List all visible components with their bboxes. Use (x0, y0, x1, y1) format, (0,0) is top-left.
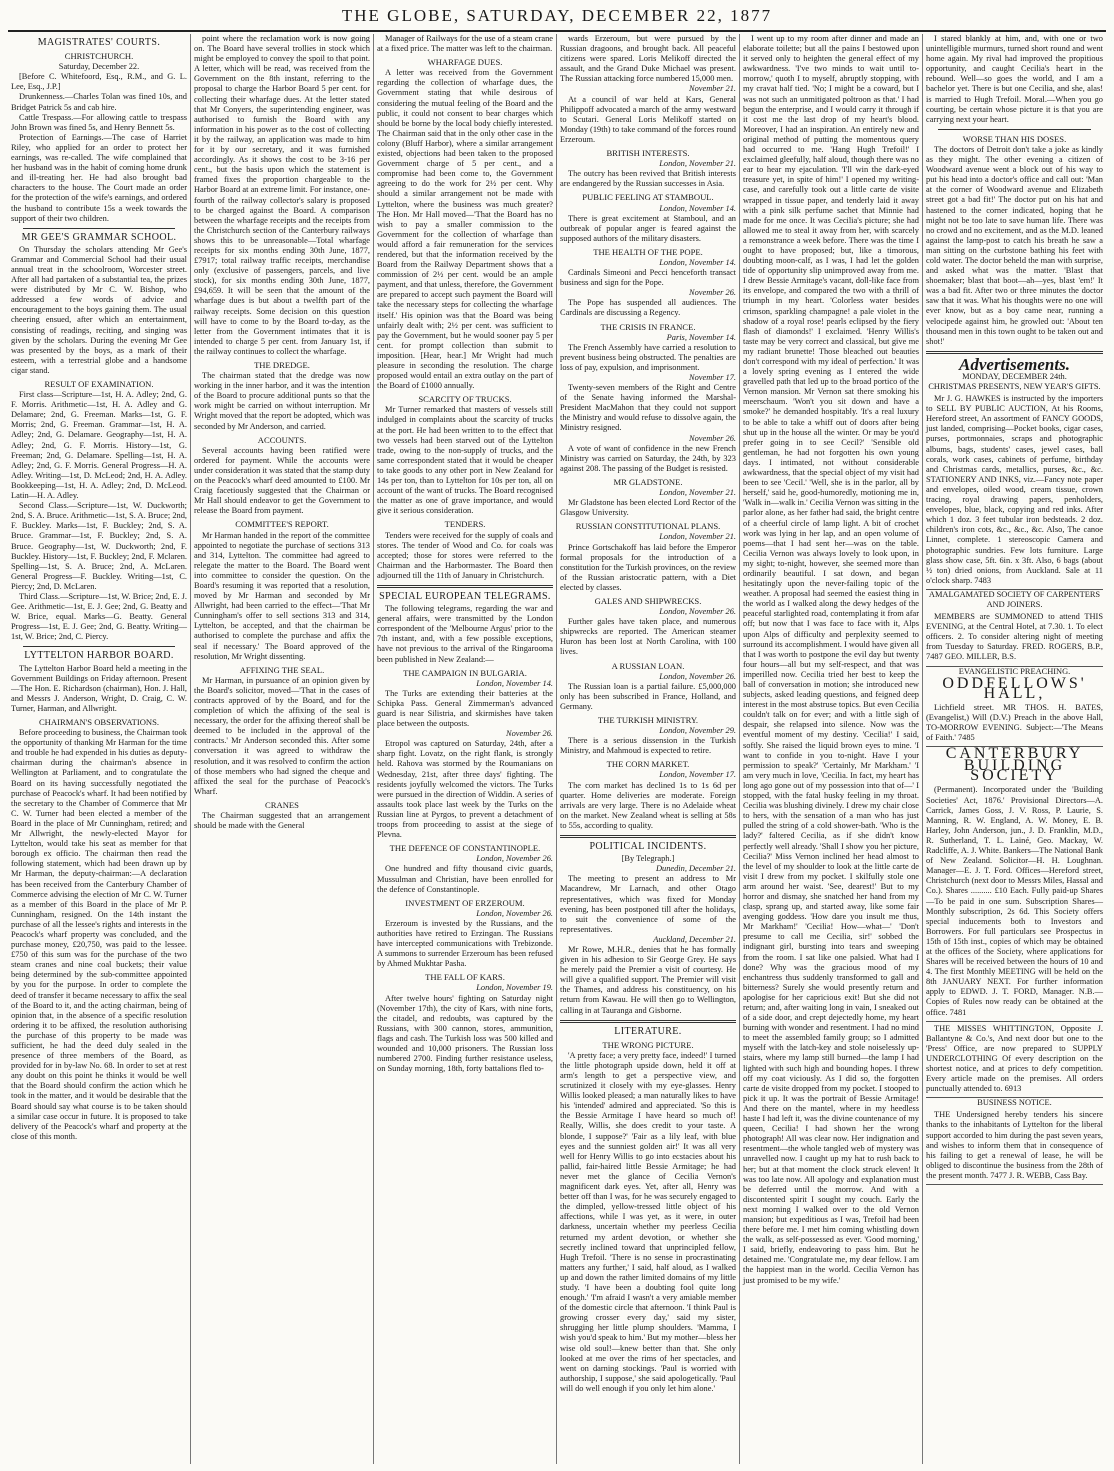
ad-heading: CHRISTMAS PRESENTS, NEW YEAR'S GIFTS. (928, 382, 1101, 391)
paragraph: The chairman stated that the dredge was now working in the inner harbor, and it was the intention of the Board to procure additional punts so that the work might be carried on without interruption. Mr Wright moved that the report be adopted, which was seconded by Mr Anderson, and carried. (194, 371, 370, 431)
paragraph: Cardinals Simeoni and Pecci henceforth transact business and sign for the Pope. (560, 268, 736, 288)
divider (23, 646, 175, 647)
dateline: November 17. (689, 373, 736, 382)
subheading: RUSSIAN CONSTITUTIONAL PLANS. (575, 521, 721, 532)
paragraph: After twelve hours' fighting on Saturday night (November 17th), the city of Kars, with nine forts, the citadel, and redoubts, was captured by the Russians, with 300 cannon, stores, ammunition, flags and cash. The Turkish loss was 500 killed and wounded and 10,000 prisoners. The Russian loss numbered 2700. Finding further resistance useless, on Sunday morning, 18th, forty battalions fled to- (377, 993, 553, 1074)
ad-text: THE MISSES WHITTINGTON, Opposite J. Ballantyne & Co.'s, And next door but one to the 'Press' Office, are now prepared to SUPPLY UNDERCLOTHING Of every description on the shortest notice, and at prices to defy competition. Every article made on the premises. All orders punctually attended to. 6913 (926, 1023, 1103, 1094)
paragraph: Tenders were received for the supply of coals and stores. The tender of Wood and Co. for coals was accepted; those for stores were referred to the Chairman and the Harbormaster. The Board then adjourned till the 11th of January in Christchurch. (377, 530, 553, 580)
paragraph: One hundred and fifty thousand civic guards, Mussulman and Christian, have been enrolled for the defence of Constantinople. (377, 864, 553, 894)
paragraph: Erzeroum is invested by the Russians, and the authorities have retired to Erzingan. The Russians have intercepted communications with Trebizonde. A summons to surrender Erzeroum has been refused by Ahmed Mukhtar Pasha. (377, 918, 553, 969)
paragraph: A letter was received from the Government regarding the collection of wharfage dues, the Government stating that while desirous of considering the mutual feeling of the Board and the public, it could not consent to bear charges which should be borne by the local body chiefly interested. The Chairman said that in the only other case in the colony (Bluff Harbor), where a similar arrangement existed, objections had been taken to the proposed Government charge of 5 per cent., and a compromise had been come to, the Government agreeing to do the work for 2½ per cent. Why should a similar arrangement not be made with Lyttelton, where the business was much greater? The Hon. Mr Hall moved—'That the Board has no wish to pay a smaller commission to the Government for the collection of wharfage than would afford a fair remuneration for the services rendered, but that the information received by the Board from the Railway Department shows that a commission of 2½ per cent. would be an ample payment, and that unless, therefore, the Government are prepared to accept such payment the Board will take the necessary steps for collecting the wharfage itself.' His opinion was that the Board was being unfairly dealt with; 2½ per cent. was sufficient to pay the Government, but he would sooner pay 5 per cent. for prompt collection than submit to imposition. [Hear, hear.] Mr Wright had much pleasure in seconding the resolution. The charge proposed would entail an extra outlay on the part of the Board of £1000 annually. (377, 68, 553, 391)
paragraph: The Turks are extending their batteries at the Schipka Pass. General Zimmerman's advanced guard is near Silistria, and skirmishes have taken place between the outposts. (377, 688, 553, 729)
paragraph: Prince Gortschakoff has laid before the Emperor formal proposals for the introduction of a constitution for the Turkish provinces, on the review of the Russian aristocratic pattern, with a Diet elected by classes. (560, 542, 736, 592)
subheading: CRANES (265, 799, 299, 810)
paragraph: Mr Harman handed in the report of the committee appointed to negotiate the purchase of sections 313 and 314, Lyttelton. The committee had agreed to relegate the matter to the Board. The Board went into committee to consider the question. On the Board's resuming it was reported that a resolution, moved by Mr Harman and seconded by Mr Allwright, had been carried to the effect—'That Mr Cunningham's offer to sell sections 313 and 314, Lyttelton, be accepted, and that the chairman be authorised to complete the purchase and affix the seal if necessary.' The Board approved of the resolution, Mr Wright dissenting. (194, 530, 370, 661)
ad-display-name: BUILDING SOCIETY (963, 757, 1066, 785)
ad-heading: BUSINESS NOTICE. (977, 1098, 1052, 1108)
paragraph: The meeting to present an address to Mr Macandrew, Mr Larnach, and other Otago representatives, which was fixed for Monday evening, has been postponed till after the holidays, to suit the convenience of some of the representatives. (560, 874, 736, 934)
dateline: London, November 14. (659, 203, 736, 213)
dateline: November 21. (689, 84, 736, 94)
divider (377, 585, 553, 588)
paragraph: The corn market has declined 1s to 1s 6d per quarter. Home deliveries are moderate. Foreign arrivals are very large. There is no Adelaide wheat on the market. New Zealand wheat is selling at 58s to 55s, according to quality. (560, 780, 736, 830)
ad-text: (Permanent). Incorporated under the 'Building Societies' Act, 1876.' Provisional Directors—A. Carrick, James Goss, J. V. Ross, P. Laurie, S. Manning, R. W. England, A. W. Money, E. B. Harley, John Anderson, jun., J. D. Franklin, M.D., R. Sutherland, T. L. Lainé, Geo. Mackay, W. Radcliffe, A. J. White. Bankers—The National Bank of New Zealand. Solicitor—H. H. Loughnan. Manager—E. J. T. Ford. Offices—Hereford street, Christchurch (next door to Messrs Miles, Hassal and Co.). Shares .......... £10 Each. Fully paid-up Shares—To be paid in one sum. Subscription Shares—Monthly subscription, 2s 6d. This Society offers special inducements both to Investors and Borrowers. For full particulars see Prospectus in 15th of 15th inst., copies of which may be obtained at the offices of the Society, where applications for Shares will be received between the hours of 10 and 4. The first Monthly MEETING will be held on the 8th JANUARY NEXT. For further information apply to EDWD. J. T. FORD, Manager. N.B.—Copies of Rules now ready can be obtained at the office. 7481 (926, 785, 1103, 1017)
dateline: London, November 21. (659, 532, 736, 542)
paragraph: The Chairman suggested that an arrangement should be made with the General (194, 811, 370, 831)
page-columns (8, 34, 1106, 1464)
dateline: London, November 14. (659, 257, 736, 267)
subheading: SCARCITY OF TRUCKS. (418, 394, 512, 405)
subheading: TENDERS. (444, 519, 486, 530)
paragraph: The Lyttelton Harbor Board held a meeting in the Government Buildings on Friday afternoon. Present—The Hon. E. Richardson (chairman), Hon. J. Hall, and Messrs J. Anderson, Wright, D. Craig, C. W. Turner, Harman, and Allwright. (11, 663, 187, 713)
advertisements-title: Advertisements. (959, 354, 1070, 374)
subheading: WHARFAGE DUES. (427, 57, 503, 68)
paragraph: The Russian loan is a partial failure. £5,000,000 only has been subscribed in France, Holland, and Germany. (560, 681, 736, 711)
subheading: A RUSSIAN LOAN. (611, 660, 685, 671)
paragraph: Before proceeding to business, the Chairman took the opportunity of thanking Mr Harman for the time and trouble he had expended in his duties as deputy-chairman during the chairman's absence in Wellington at Parliament, and to congratulate the Board on its having successfully negotiated the purchase of Peacock's wharf. It had been notified by the secretary to the Chamber of Commerce that Mr C. W. Turner had been elected a member of the Board in the place of Mr Cunningham, retired; and Mr Allwright, the newly-elected Mayor for Lyttelton, would take his seat as member for that borough ex officio. The chairman then read the following statement, which had been drawn up by Mr Harman, the deputy-chairman:—A declaration has been received from the Canterbury Chamber of Commerce advising the election of Mr C. W. Turner as a member of this Board in the place of Mr P. Cunningham, resigned. On the 14th instant the purchase of all the lessee's rights and interests in the Peacock's wharf property was concluded, and the purchase money, £20,750, was paid to the lessee. £750 of this sum was for the purchase of the two steam cranes and nine coal buckets; their value being determined by the sub-committee appointed by you for the purpose. In order to complete the deed of transfer it became necessary to affix the seal of the Board to it, and the acting chairman, being of opinion that, in the absence of a specific resolution ordering it to be affixed, the resolution authorising the purchase of this property to be made was sufficient, he had the deed duly sealed in the presence of three members of the Board, as provided for in by-law No. 68. In order to set at rest any doubt on this point he thinks it would be well that the Board should confirm the action which he took in the matter, and it would be desirable that the Board should say what course is to be taken should a similar case occur in future. It is proposed to take delivery of the Peacock's wharf and property at the close of this month. (11, 728, 187, 1141)
section-title: POLITICAL INCIDENTS. (589, 841, 707, 853)
subheading: THE DREDGE. (254, 360, 310, 370)
paragraph: Etropol was captured on Saturday, 24th, after a sharp fight. Lovatz, on the right flank, is strongly held. Rahova was stormed by the Roumanians on Wednesday, 21st, after three days' fighting. The residents joyfully welcomed the victors. The Turks were pursued in the direction of Widdin. A series of assaults took place last week by the Turks on the Russian line at Pyrgos, to prevent a detachment of troops from proceeding to assist at the siege of Plevna. (377, 739, 553, 840)
subheading: BRITISH INTERESTS. (606, 148, 690, 159)
paragraph: Second Class.—Scripture—1st, W. Duckworth; 2nd, S. A. Bruce. Arithmetic—1st, S. A. Bruce; 2nd, F. Buckley. Marks—1st, F. Buckley; 2nd, S. A. Bruce. Grammar—1st, F. Buckley; 2nd, S. A. Bruce. Geography—1st, W. Duckworth; 2nd, F. Buckley. History—1st, F. Buckley; 2nd, F. Mclaren. Spelling—1st, S. A. Bruce; 2nd, A. McLaren. General Progress—F. Buckley. Writing—1st, C. Piercy; 2nd, D. McLaren. (11, 501, 187, 591)
masthead-rule (8, 30, 1106, 32)
subheading: THE CAMPAIGN IN BULGARIA. (403, 667, 527, 678)
underclothing-ad (926, 1022, 1103, 1099)
divider (560, 1020, 736, 1023)
dateline: London, November 19. (476, 983, 553, 993)
paragraph: The doctors of Detroit don't take a joke as kindly as they might. The other evening a citizen of Woodward avenue went a block out of his way to put his head into a doctor's office and call out: 'Man at the corner of Woodward avenue and Elizabeth street got a bad fit!' The doctor put on his hat and hastened to the corner indicated, hoping that he might not be too late to save human life. There was no crowd and no excitement, and as the M.D. leaned against the lamp-post to catch his breath he saw a man sitting on the curbstone bathing his feet with cold water. The doctor beheld the man with surprise, and asked what was the matter. 'Blast that shoemaker; blast that boot—ah—yes, blast 'em!' It was a bad fit. After two or three minutes the doctor saw that it was. What his thoughts were no one will ever know, but as a boy came near, running a velocipede against him, he growled out: 'About ten thousand men in this town ought to be taken out and shot!' (926, 144, 1103, 346)
paragraph: Further gales have taken place, and numerous shipwrecks are reported. The American steamer Huron has been lost at North Carolina, with 100 lives. (560, 617, 736, 657)
column-3 (374, 34, 557, 1464)
subheading: THE CRISIS IN FRANCE. (600, 321, 696, 332)
dateline: Auckland, December 21. (653, 934, 736, 944)
dateline: November 26. (506, 729, 553, 739)
paragraph: Third Class.—Scripture—1st, W. Brice; 2nd, E. J. Gee. Arithmetic—1st, E. J. Gee; 2nd, G. Beatty and W. Brice, equal. Marks—G. Beatty. General Progress—1st, E. J. Gee; 2nd, G. Beatty. Writing—1st, W. Brice; 2nd, C. Piercy. (11, 591, 187, 642)
ad-heading: AMALGAMATED SOCIETY OF CARPENTERS AND JOINERS. (928, 589, 1101, 609)
building-society-ad (926, 783, 1103, 1021)
carpenters-ad (926, 610, 1103, 666)
column-2 (191, 34, 374, 1464)
paragraph: 'A pretty face; a very pretty face, indeed!' I turned the little photograph upside down, held it off at arm's length to get a perspective view, and scrutinized it closely with my eye-glasses. Henry Willis looked pleased; a man naturally likes to have his 'intended' admired and appreciated. 'So this is the Bessie Armitage I have heard so much of! Really, Willis, she does credit to your taste. A blonde, I suppose?' 'Fair as a lily leaf, with blue eyes and the sunniest golden air!' It was all very well for Henry Willis to go into ecstacies about his pallid, fair-haired little Bessie Armitage; he had never met the glance of Cecilia Vernon's magnificent dark eyes. Yet, after all, Henry was better off than I was, for he was securely engaged to the dimpled, yellow-tressed little object of his affections, while I was yet, as it were, in outer darkness, uncertain whether my peerless Cecilia returned my ardent devotion, or whether she secretly inclined toward that unprincipled fellow, Hugh Trefoil. 'There is no sense in procrastinating matters any further,' I said, half aloud, as I walked up and down the rather limited domains of my little study. 'I have been a doubting fool quite long enough.' 'I'm afraid I wasn't a very amiable member of the domestic circle that afternoon. 'I think Paul is growing crosser every day,' said my sister, shrugging her little plump shoulders. 'Mamma, I wish you'd speak to him.' But my mother—bless her wise old soul!—knew better than that. She only looked at me over the rims of her spectacles, and went on darning stockings. 'Paul is worried with authorship, I suppose,' she said apologetically. 'Paul will do well enough if you only let him alone.' (560, 1050, 736, 1393)
dateline: London, November 26. (476, 854, 553, 864)
subheading: PUBLIC FEELING AT STAMBOUL. (582, 192, 714, 203)
dateline: London, November 26. (659, 607, 736, 617)
paragraph: I stared blankly at him, and, with one or two unintelligible murmurs, turned short round and went home again. My rival had improved the propitious opportunity, and caught Cecilia's heart in the rebound. Well—so goes the world, and I am a bachelor yet. There is but one Cecilia, and she, alas! is married to Hugh Trefoil. Moral.—When you go courting, be certain whose picture it is that you are carrying next your heart. (926, 34, 1103, 124)
paragraph: point where the reclamation work is now going on. The Board have several trollies in stock which might be employed to convey the spoil to that point. A letter, which will be read, was received from the Government on the 8th instant, referring to the proposal to charge the Harbor Board 5 per cent. for collecting their wharfage dues. At the letter stated that Mr Conyers, the superintending engineer, was authorised to furnish the Board with any information in his power as to the cost of collecting it by the railway, an application was made to him for it by our secretary, and it was furnished accordingly. As it shows the cost to be 3-16 per cent., but the basis upon which the statement is framed fixes the proportion chargeable to the Harbor Board at an extreme limit. For instance, one-fourth of the railway collector's salary is proposed to be charged against the Board. A comparison between the wharfage receipts and the receipts from the Christchurch section of the Canterbury railways shows this to be unreasonable—Total wharfage receipts for six months ending 30th June, 1877, £7917; total railway traffic receipts, merchandise only (exclusive of passengers, parcels, and live stock), for six months ending 30th June, 1877, £94,659. It will be seen that the amount of the wharfage dues is but about a twelfth part of the railway receipts. Some decision on this question will have to come to by the Board to-day, as the letter from the Government intimates that it is intended to charge 5 per cent. from January 1st, if the railway continues to collect the wharfage. (194, 34, 370, 356)
ad-display-name: CANTERBURY (945, 745, 1084, 763)
paragraph: Drunkenness.—Charles Tolan was fined 10s, and Bridget Patrick 5s and cab hire. (11, 92, 187, 112)
ad-text: Mr J. G. HAWKES is instructed by the importers to SELL BY PUBLIC AUCTION, At his Rooms, Hereford street, An assortment of FANCY GOODS, just landed, comprising—Pocket books, cigar cases, purses, portmonnaies, scraps and photographic albums, bags, students' cases, jewel cases, ball corals, work cases, cabinets of perfume, birthday and Christmas cards, metallics, purses, &c., &c. STATIONERY AND INKS, viz.—Fancy note paper and envelopes, oiled wood, cream tissue, crown tracing, royal drawing papers, penholders, envelopes, blue, black, copying and red inks. After which 1 doz. 3 feet tubular iron bedsteads. 2 doz. children's iron cots, &c., &c., &c. Also, The canoe Linnet, complete. 1 stereoscopic Camera and photographic sundries. Few lots furniture. Large glass show case, 5ft. 6in. x 3ft. Also, 6 bags (about ½ ton) dried onions, from Auckland. Sale at 11 o'clock sharp. 7483 (926, 394, 1103, 585)
auction-ad (926, 392, 1103, 590)
subheading: THE DEFENCE OF CONSTANTINOPLE. (389, 843, 541, 854)
section-title: LYTTELTON HARBOR BOARD. (24, 650, 174, 662)
column-4 (557, 34, 740, 1464)
ad-heading: EVANGELISTIC PREACHING. (958, 666, 1071, 676)
divider (926, 351, 1103, 354)
paragraph: Mr Turner remarked that masters of vessels still indulged in complaints about the scarcity of trucks at the port. He had been written to to the effect that two vessels had been starved out of the Lyttelton trade, owing to the non-supply of trucks, and the same correspondent stated that it would be cheaper to take goods to any other port in New Zealand for 14s per ton, than to Lyttelton for 10s per ton, all on account of the want of trucks. The Board recognised the matter as one of grave importance, and would give it serious consideration. (377, 405, 553, 516)
dateline: November 26. (689, 288, 736, 298)
subheading: WORSE THAN HIS DOSES. (962, 133, 1067, 144)
subheading: THE HEALTH OF THE POPE. (593, 246, 703, 257)
section-title: MAGISTRATES' COURTS. (37, 37, 161, 48)
subheading: AFFIXING THE SEAL. (239, 664, 325, 675)
subheading: GALES AND SHIPWRECKS. (594, 595, 702, 606)
ad-text: MEMBERS are SUMMONED to attend THIS EVENING, at the Central Hotel, at 7.30. 1. To elect officers. 2. To consider altering night of meeting from Tuesday to Saturday. FRED. ROGERS, B.P., 7487 GEO. MILLER, B.S. (926, 612, 1103, 662)
section-title: SPECIAL EUROPEAN TELEGRAMS. (379, 590, 551, 602)
divider (938, 129, 1091, 130)
subheading: RESULT OF EXAMINATION. (44, 379, 154, 389)
dateline: London, November 21. (659, 159, 736, 169)
subheading: ACCOUNTS. (257, 434, 307, 445)
divider (23, 228, 175, 229)
paragraph: On Thursday the scholars attending Mr Gee's Grammar and Commercial School had their usual annual treat in the schoolroom, Worcester street. After all had partaken of a substantial tea, the prizes were distributed by Mr C. W. Bishop, who addressed a few words of advice and encouragement to the boys gaining them. The usual cheering ensued, after which an entertainment, consisting of readings, reciting, and singing was given by the scholars. During the evening Mr Gee was presented by the boys, as a mark of their esteem, with a terrestrial globe and a handsome cigar stand. (11, 244, 187, 375)
paragraph: Manager of Railways for the use of a steam crane at a fixed price. The matter was left to the chairman. (377, 34, 553, 54)
ad-display-name: ODDFELLOWS' HALL, (942, 674, 1087, 702)
subheading: CHRISTCHURCH. (64, 51, 134, 62)
paragraph: The following telegrams, regarding the war and general affairs, were transmitted by the London correspondent of the 'Melbourne Argus' prior to the 7th instant, and, with a few possible exceptions, have not previous to the arrival of the Ringarooma been published in New Zealand:— (377, 604, 553, 664)
dateline: Paris, November 14. (666, 332, 736, 342)
paragraph: The Pope has suspended all audiences. The Cardinals are discussing a Regency. (560, 298, 736, 318)
ad-text: THE Undersigned hereby tenders his sincere thanks to the inhabitants of Lyttelton for the liberal support accorded to him during the past seven years, and wishes to inform them that in consequence of his failing to get a renewal of lease, he will be obliged to discontinue the business from the 28th of the present month. 7477 J. R. WEBB, Cass Bay. (926, 1110, 1103, 1180)
subheading: THE TURKISH MINISTRY. (597, 715, 699, 725)
paragraph: At a council of war held at Kars, General Philippoff advocated a march of the army westward to Scutari. General Loris Melikoff started on Monday (19th) to take command of the forces round Erzeroum. (560, 94, 736, 144)
subheading: THE WRONG PICTURE. (602, 1039, 694, 1050)
column-6 (923, 34, 1106, 1464)
paragraph: Several accounts having been ratified were ordered for payment. While the accounts were under consideration it was stated that the stamp duty on the Peacock's wharf deed amounted to £100. Mr Craig facetiously suggested that the Chairman or Mr Hall should endeavor to get the Government to release the Board from payment. (194, 445, 370, 516)
paragraph: The outcry has been revived that British interests are endangered by the Russian successes in Asia. (560, 169, 736, 189)
section-title: LITERATURE. (614, 1025, 682, 1037)
paragraph: I went up to my room after dinner and made an elaborate toilette; but all the pains I bestowed upon it served only to heighten the general effect of my awkwardness. 'I've two minds to wait until to-morrow,' quoth I to myself, abruptly stopping, with my cravat half tied. 'No; I might be a coward, but I was not such an unmitigated poltroon as that.' I had begun the enterprise, and I would carry it through if it cost me the last drop of my heart's blood. Moreover, I had an inspiration. An entirely new and original method of putting the momentous query had occurred to me. 'Hang Hugh Trefoil!' I exclaimed gleefully, half aloud, though there was no ear to hear my ejaculation. 'I'll win the dark-eyed treasure yet, in spite of him!' I opened my writing-case, and carefully took out a little carte de visite wrapped in tissue paper, and tenderly laid it away with a pink silk perfume sachet that Minnie had made for me once. It was Cecilia's picture; she had allowed me to steal it away from her, with scarcely a remonstrance a week before. There was the time I ought to have proposed; but, like a timorous, doubting moon-calf, as I was, I had let the golden tide of opportunity slip unimproved away from me. I drew Bessie Armitage's vacant, doll-like face from its envelope, and compared the two with a thrill of triumph in my heart. 'Colorless water besides crimson, sparkling champagne! a pale violet in the shadow of a royal rose! pearls eclipsed by the fiery flash of diamonds!' I exclaimed. 'Henry Willis's taste may be very correct and classical, but give me my radiant brunette! Those bleached out beauties don't correspond with my ideal of perfection.' It was a lovely spring evening as I entered the wide gravelled path that led up to the broad portico of the Vernon mansion. Mr Vernon sat there smoking his meerschaum. 'Won't you sit down and have a smoke?' he demanded hospitably. 'It's a real luxury to be able to take a whiff out of doors after being shut up in the house all the winter. Or may be you'd prefer going in to see Cecil?' 'Sensible old gentleman, he had not forgotten his own young days. I intimated, not without considerable awkwardness, that the special object of my visit had been to see 'Cecil.' 'Well, she is in the parlor, all by herself,' said he, good-humoredly, motioning me in, 'Walk in—walk in.' Cecilia Vernon was sitting in the parlor alone, as her father had said, the bright centre of a cheerful circle of lamp light. A bit of crochet work was lying in her lap, and an open volume of poems—that I had sent her—was on the table. Cecilia Vernon was always lovely to look upon, in my sight; to-night, however, she seemed more than ordinarily beautiful. I sat down, and began hesitatingly upon the never-failing topic of the weather. A proposal had seemed the easiest thing in the world as I walked along the dewy hedges of the peaceful starlighted road, contemplating it from afar off; but now that I was face to face with it, Alps upon Alps of difficulty and perplexity seemed to surround its accomplishment. I would have given all that I was worth to postpone the evil day but twenty four hours—all but my self-respect, and that was imperilled now. Cecilia tried her best to keep the ball of conversation in motion; she introduced new subjects, asked leading questions, and feigned deep interest in the most abstruse topics. But even Cecilia couldn't talk on for ever; and with a little sigh of despair, she relapsed into silence. Now was the eventful moment of my destiny. 'Cecilia!' I said, softly. She raised the liquid brown eyes to mine. 'I want to confide in you to-night. Have I your permission to speak?' 'Certainly, Mr Markham.' 'I am very much in love, 'Cecilia. In fact, my heart has long ago gone out of my possession into that of—' I stopped, with the fatal husky feeling in my throat. Cecilia was blushing divinely. I drew my chair close to hers, with the sensation of a man who has just pulled the string of a cold shower-bath. 'Who is the lady?' faltered Cecilia, as if she didn't know perfectly well already. 'Shall I show you her picture, Cecilia?' Miss Vernon inclined her head almost to the level of my shoulder to look at the little carte de visit I drew from my pocket. I skilfully stole one arm around her waist. 'See, dearest!' But to my horror and dismay, she snatched her hand from my clasp, sprang up, and started away, like some fair avenging goddess. 'How dare you insult me thus, Mr Markham!' 'Cecilia! How—what—' 'Don't presume to call me Cecilia, sir!' sobbed the indignant girl, bursting into tears and sweeping from the room. I sat like one palsied. What had I done? Why was the gracious mood of my enchantress thus suddenly transformed to gall and bitterness? Surely she would presently return and apologise for her capricious exit! But she did not return; and, after waiting long in vain, I sneaked out of a side door, and crept dejectedly home, my heart burning with wonder and resentment. I had no mind to meet the assembled family group; so I admitted myself with the latch-key and stole noiselessly up-stairs, where my lamp still burned—the lamp I had lighted with such high and bounding hopes. I threw off my coat viciously. As I did so, the forgotten carte de visite dropped from my pocket. I stooped to pick it up. It was the portrait of Bessie Armitage! And there on the mantel, where in my heedless haste I had left it, was the divine countenance of my queen, Cecilia! I had shown her the wrong photograph! All was clear now. Her indignation and resentment—the whole tangled web of mystery was unravelled now. I caught up my hat to rush back to her; but at that moment the clock struck eleven! It was too late now. All apology and explanation must be deferred until the morrow. And with a discontented spirit I sought my couch. Early the next morning I walked over to the old Vernon mansion; but expeditious as I was, Trefoil had been there before me. I met him coming whistling down the walk, as self-possessed as ever. 'Good morning,' I said, briefly, endeavoring to pass him. But he detained me. 'Congratulate me, my dear fellow. I am the happiest man in the world. Cecilia Vernon has just promised to be my wife.' (743, 34, 919, 1285)
section-title: MR GEE'S GRAMMAR SCHOOL. (21, 231, 177, 243)
masthead: THE GLOBE, SATURDAY, DECEMBER 22, 1877 (341, 6, 773, 25)
subheading: THE FALL OF KARS. (425, 972, 505, 983)
paragraph: Mr Harman, in pursuance of an opinion given by the Board's solicitor, moved—'That in the cases of contracts approved of by the Board, and for the completion of which the affixing of the seal is necessary, the order for the affixing thereof shall be deemed to be included in the approval of the contracts.' Mr Anderson seconded this. After some conversation it was agreed to withdraw the resolution, and it was resolved to confirm the action of those members who had signed the cheque and affixed the seal for the purchase of Peacock's Wharf. (194, 675, 370, 796)
paragraph: Protection of Earnings.—The case of Harriet Riley, who applied for an order to protect her earnings, was re-called. The wife complained that her husband was in the habit of coming home drunk and ill-treating her. He had also brought bad characters to the house. The Court made an order for the protection of the wife's earnings, and ordered the husband to contribute 15s a week towards the support of their two children. (11, 132, 187, 223)
dateline: London, November 29. (659, 726, 736, 736)
paragraph: wards Erzeroum, but were pursued by the Russian dragoons, and brought back. All peaceful citizens were spared. Loris Melikoff directed the assault, and the Grand Duke Michael was present. The Russian attacking force numbered 15,000 men. (560, 34, 736, 84)
column-5 (740, 34, 923, 1464)
paragraph: Mr Gladstone has been elected Lord Rector of the Glasgow University. (560, 498, 736, 518)
ad-text: Lichfield street. MR THOS. H. BATES, (Evangelist,) Will (D.V.) Preach in the above Hall, TO-MORROW EVENING. Subject:—'The Means of Faith.' 7485 (926, 702, 1103, 743)
dateline: London, November 26. (659, 671, 736, 681)
subheading: MR GLADSTONE. (613, 476, 683, 487)
dateline: London, November 14. (476, 678, 553, 688)
dateline: Saturday, December 22. (58, 62, 140, 72)
paragraph: Cattle Trespass.—For allowing cattle to trespass John Brown was fined 5s, and Henry Bennett 5s. (11, 112, 187, 132)
dateline: London, November 26. (476, 908, 553, 918)
paragraph: A vote of want of confidence in the new French Ministry was carried on Saturday, the 24th, by 323 against 208. The passing of the Budget is resisted. (560, 443, 736, 473)
preaching-ad (926, 701, 1103, 747)
subheading: THE CORN MARKET. (606, 759, 690, 770)
paragraph: First class—Scripture—1st, H. A. Adley; 2nd, G. F. Morris. Arithmetic—1st, H. A. Adley and G. Delamare; 2nd, G. Freeman. Marks—1st, G. F. Morris; 2nd, G. Freeman. Grammar—1st, H. A. Adley; 2nd, G. Delamare. Geography—1st, H. A. Adley; 2nd, G. F. Morris. History—1st, G. Freeman; 2nd, G. Delamare. Spelling—1st, H. A. Adley; 2nd, G. F. Morris. General Progress—H. A. Adley. Writing—1st, D. McLeod; 2nd, H. A. Adley. Bookkeeping—1st, H. A. Adley; 2nd, D. McLeod. Latin—H. A. Adley. (11, 390, 187, 501)
paragraph: There is great excitement at Stamboul, and an outbreak of popular anger is feared against the supposed authors of the military disasters. (560, 213, 736, 243)
paragraph: [Before C. Whitefoord, Esq., R.M., and G. L. Lee, Esq., J.P.] (11, 72, 187, 92)
dateline: November 26. (689, 433, 736, 443)
paragraph: The French Assembly have carried a resolution to prevent business being obstructed. The penalties are loss of pay, expulsion, and imprisonment. (560, 342, 736, 372)
subheading: COMMITTEE'S REPORT. (235, 519, 329, 530)
dateline: London, November 17. (659, 770, 736, 780)
business-notice-ad (926, 1108, 1103, 1185)
dateline: MONDAY, DECEMBER 24th. (962, 371, 1067, 381)
divider (560, 835, 736, 838)
column-1 (8, 34, 191, 1464)
dateline: Dunedin, December 21. (655, 864, 736, 874)
subheading: INVESTMENT OF ERZEROUM. (405, 897, 525, 908)
paragraph: Mr Rowe, M.H.R., denies that he has formally given in his adhesion to Sir George Grey. He says he merely paid the Premier a visit of courtesy. He will give a qualified support. The Premier will visit the Thames, and address his constituency, on his return from Kawau. He will then go to Wellington, calling in at Tauranga and Gisborne. (560, 944, 736, 1015)
paragraph: There is a serious dissension in the Turkish Ministry, and Mahmoud is expected to retire. (560, 736, 736, 756)
subheading: CHAIRMAN'S OBSERVATIONS. (38, 717, 160, 727)
paragraph: Twenty-seven members of the Right and Centre of the Senate having informed the Marshal-President MacMahon that they could not support the Ministry and would refuse to dissolve again, the Ministry resigned. (560, 383, 736, 433)
byline: [By Telegraph.] (621, 854, 675, 864)
dateline: London, November 21. (659, 488, 736, 498)
